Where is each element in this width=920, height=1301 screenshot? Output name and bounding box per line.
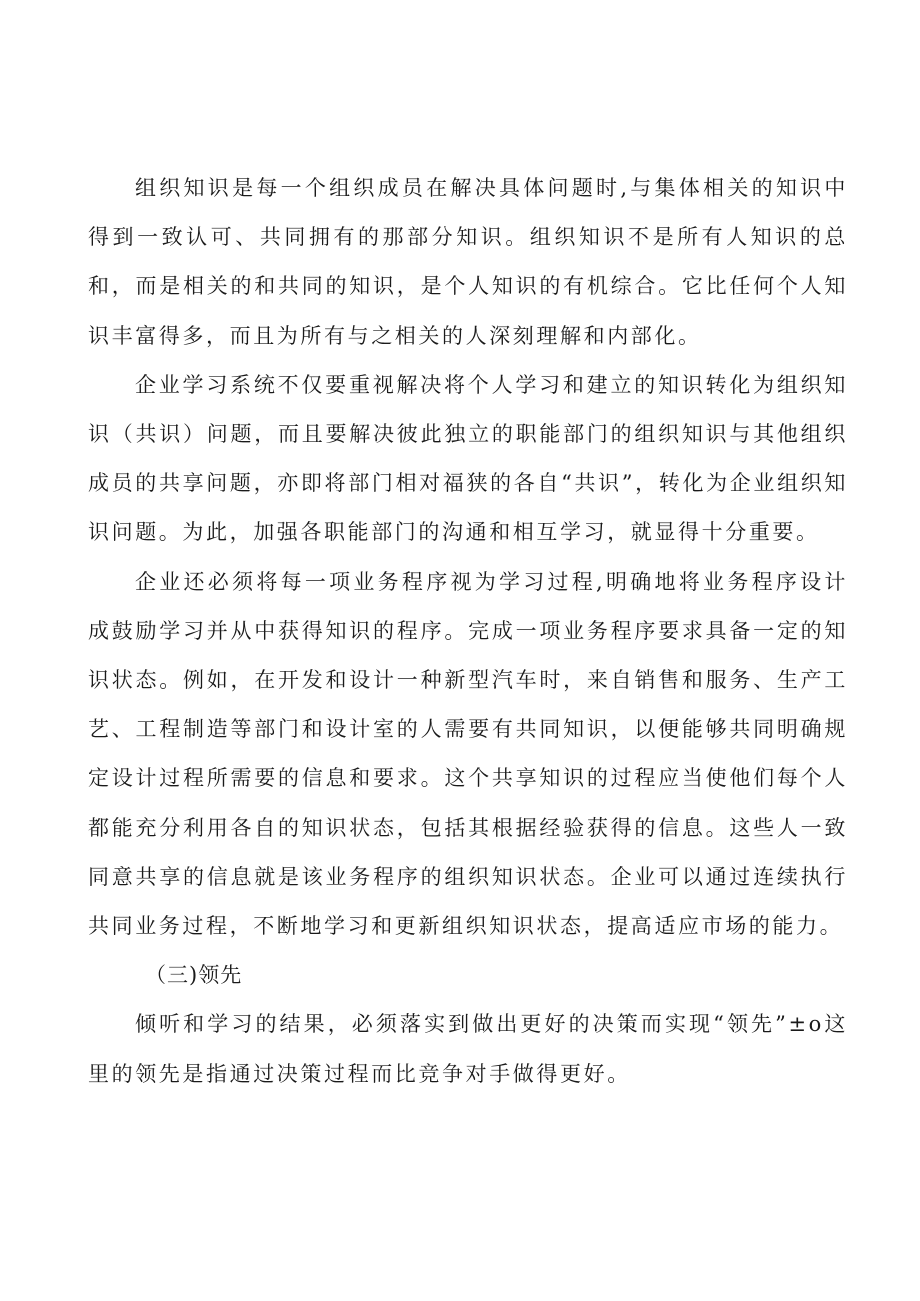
paragraph-learning-system: 企业学习系统不仅要重视解决将个人学习和建立的知识转化为组织知识（共识）问题，而且要解决彼此独立的职能部门的组织知识与其他组织成员的共享问题，亦即将部门相对福狭的各自“共识”，转化为企业组织知识问题。为此，加强各职能部门的沟通和相互学习，就显得十分重要。 [88,372,848,545]
document-body [88,164,848,1099]
paragraph-leading: 倾听和学习的结果，必须落实到做出更好的决策而实现“领先”±o这里的领先是指通过决策过程而比竞争对手做得更好。 [88,1012,848,1086]
paragraph-business-process: 企业还必须将每一项业务程序视为学习过程,明确地将业务程序设计成鼓励学习并从中获得知识的程序。完成一项业务程序要求具备一定的知识状态。例如，在开发和设计一种新型汽车时，来自销售和服务、生产工艺、工程制造等部门和设计室的人需要有共同知识，以便能够共同明确规定设计过程所需要的信息和要求。这个共享知识的过程应当使他们每个人都能充分利用各自的知识状态，包括其根据经验获得的信息。这些人一致同意共享的信息就是该业务程序的组织知识状态。企业可以通过连续执行共同业务过程，不断地学习和更新组织知识状态，提高适应市场的能力。 [88,569,848,939]
paragraph-organizational-knowledge: 组织知识是每一个组织成员在解决具体问题时,与集体相关的知识中得到一致认可、共同拥有的那部分知识。组织知识不是所有人知识的总和，而是相关的和共同的知识，是个人知识的有机综合。它比任何个人知识丰富得多，而且为所有与之相关的人深刻理解和内部化。 [88,176,848,348]
section-heading: （三)领先 [145,963,243,988]
